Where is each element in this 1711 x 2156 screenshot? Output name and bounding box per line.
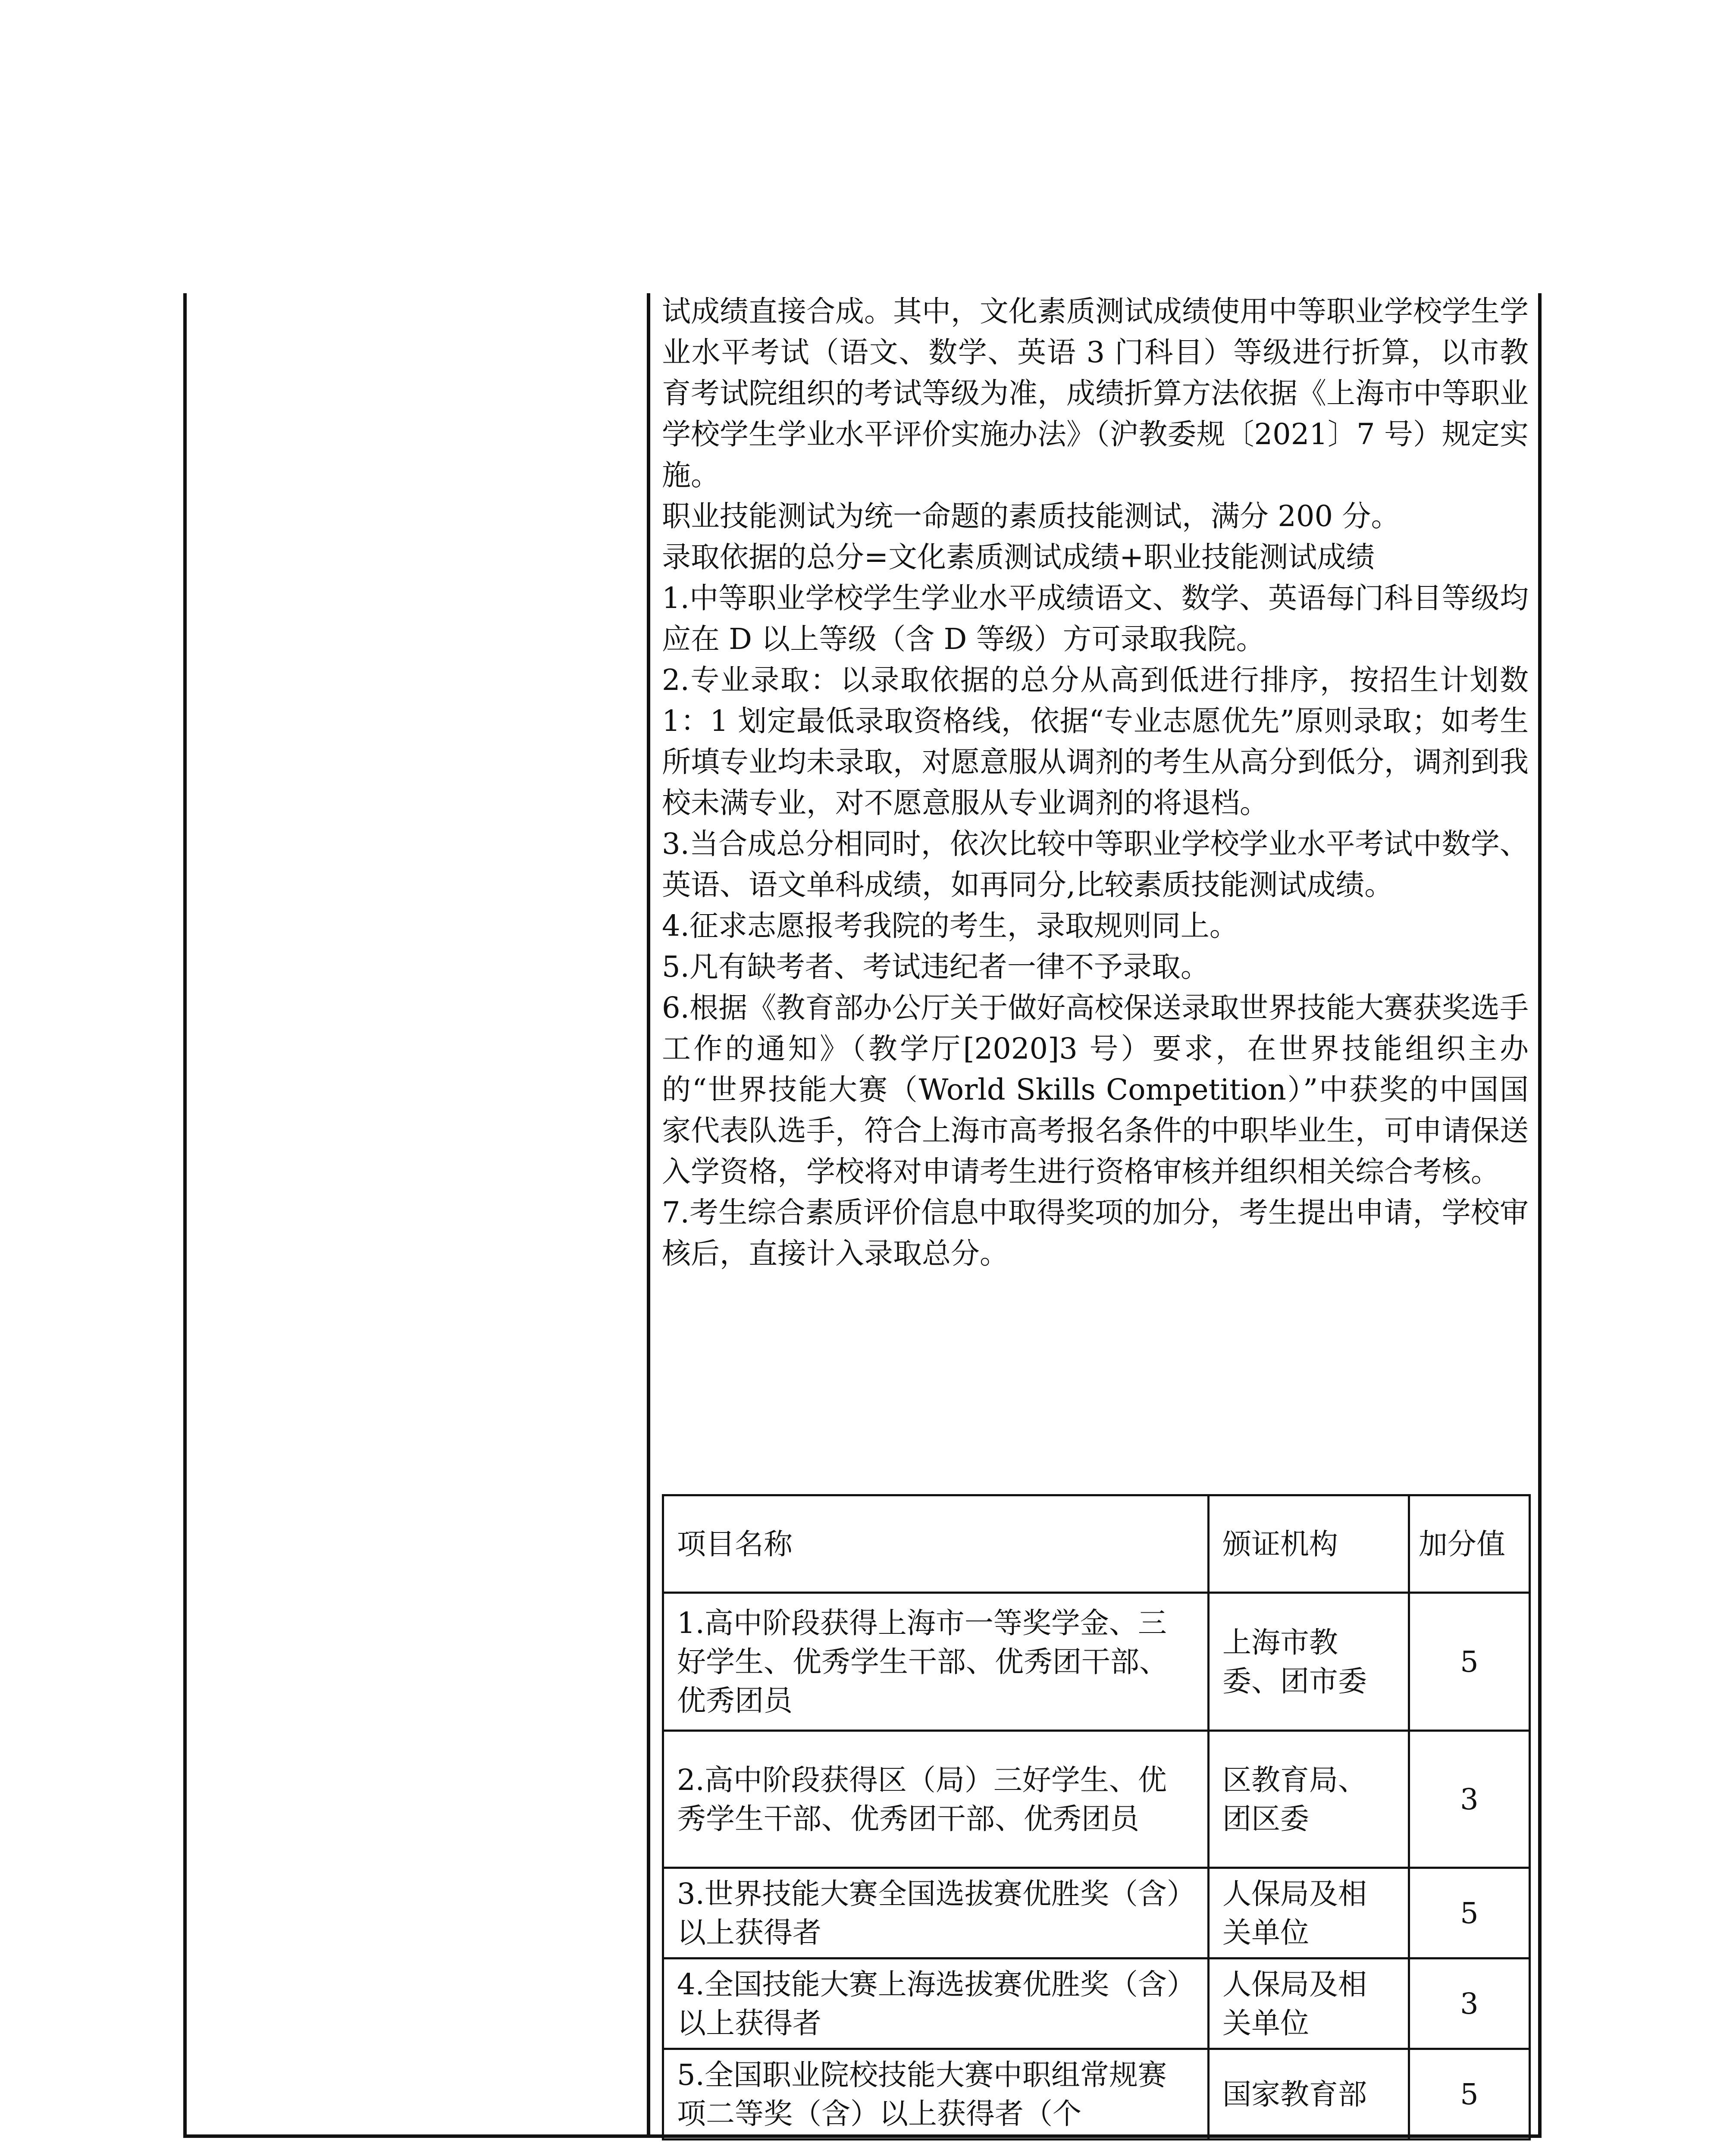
header-bonus-points: 加分值 (1409, 1495, 1530, 1593)
table-row (663, 1593, 1530, 1731)
table-row (663, 1731, 1530, 1868)
rule-5: 5.凡有缺考者、考试违纪者一律不予录取。 (662, 950, 1210, 984)
row-item-name: 4.全国技能大赛上海选拔赛优胜奖（含）以上获得者 (663, 1959, 1209, 2049)
header-item-name: 项目名称 (663, 1495, 1209, 1593)
row-issuing-org: 上海市教委、团市委 (1209, 1593, 1409, 1731)
row-item-name: 5.全国职业院校技能大赛中职组常规赛项二等奖（含）以上获得者（个 (663, 2049, 1209, 2140)
row-bonus-points: 5 (1409, 1868, 1530, 1959)
row-issuing-org: 人保局及相关单位 (1209, 1959, 1409, 2049)
column-divider (647, 293, 650, 2138)
row-item-name: 3.世界技能大赛全国选拔赛优胜奖（含）以上获得者 (663, 1868, 1209, 1959)
rule-1: 1.中等职业学校学生学业水平成绩语文、数学、英语每门科目等级均应在 D 以上等级（含 D 等级）方可录取我院。 (662, 581, 1529, 656)
rule-6: 6.根据《教育部办公厅关于做好高校保送录取世界技能大赛获奖选手工作的通知》（教学厅[2020]3 号）要求，在世界技能组织主办的“世界技能大赛（World Skills Competition）”中获奖的中国国家代表队选手，符合上海市高考报名条件的中职毕业生，可申请保送入学资格，学校将对申请考生进行资格审核并组织相关综合考核。 (662, 991, 1529, 1188)
table-row (663, 1959, 1530, 2049)
table-row (663, 2049, 1530, 2140)
admission-rules-text (662, 291, 1529, 1274)
bonus-points-table (662, 1494, 1531, 2140)
rule-4: 4.征求志愿报考我院的考生，录取规则同上。 (662, 909, 1238, 943)
paragraph-skill-test: 职业技能测试为统一命题的素质技能测试，满分 200 分。 (662, 499, 1400, 533)
row-bonus-points: 5 (1409, 1593, 1530, 1731)
table-header-row (663, 1495, 1530, 1593)
row-bonus-points: 3 (1409, 1959, 1530, 2049)
paragraph-total-score-formula: 录取依据的总分=文化素质测试成绩+职业技能测试成绩 (662, 540, 1375, 574)
rule-7: 7.考生综合素质评价信息中取得奖项的加分，考生提出申请，学校审核后，直接计入录取总分。 (662, 1196, 1529, 1270)
row-issuing-org: 区教育局、团区委 (1209, 1731, 1409, 1868)
rule-2: 2.专业录取：以录取依据的总分从高到低进行排序，按招生计划数 1：1 划定最低录取资格线，依据“专业志愿优先”原则录取；如考生所填专业均未录取，对愿意服从调剂的考生从高分到低分，调剂到我校未满专业，对不愿意服从专业调剂的将退档。 (662, 663, 1529, 820)
row-issuing-org: 国家教育部 (1209, 2049, 1409, 2140)
row-bonus-points: 5 (1409, 2049, 1530, 2140)
table-row (663, 1868, 1530, 1959)
rule-3: 3.当合成总分相同时，依次比较中等职业学校学业水平考试中数学、英语、语文单科成绩，如再同分,比较素质技能测试成绩。 (662, 827, 1529, 902)
row-bonus-points: 3 (1409, 1731, 1530, 1868)
row-item-name: 2.高中阶段获得区（局）三好学生、优秀学生干部、优秀团干部、优秀团员 (663, 1731, 1209, 1868)
paragraph-score-synthesis: 试成绩直接合成。其中，文化素质测试成绩使用中等职业学校学生学业水平考试（语文、数学、英语 3 门科目）等级进行折算，以市教育考试院组织的考试等级为准，成绩折算方法依据《上海市中等职业学校学生学业水平评价实施办法》（沪教委规〔2021〕7 号）规定实施。 (662, 295, 1529, 492)
row-issuing-org: 人保局及相关单位 (1209, 1868, 1409, 1959)
header-issuing-org: 颁证机构 (1209, 1495, 1409, 1593)
row-item-name: 1.高中阶段获得上海市一等奖学金、三好学生、优秀学生干部、优秀团干部、优秀团员 (663, 1593, 1209, 1731)
